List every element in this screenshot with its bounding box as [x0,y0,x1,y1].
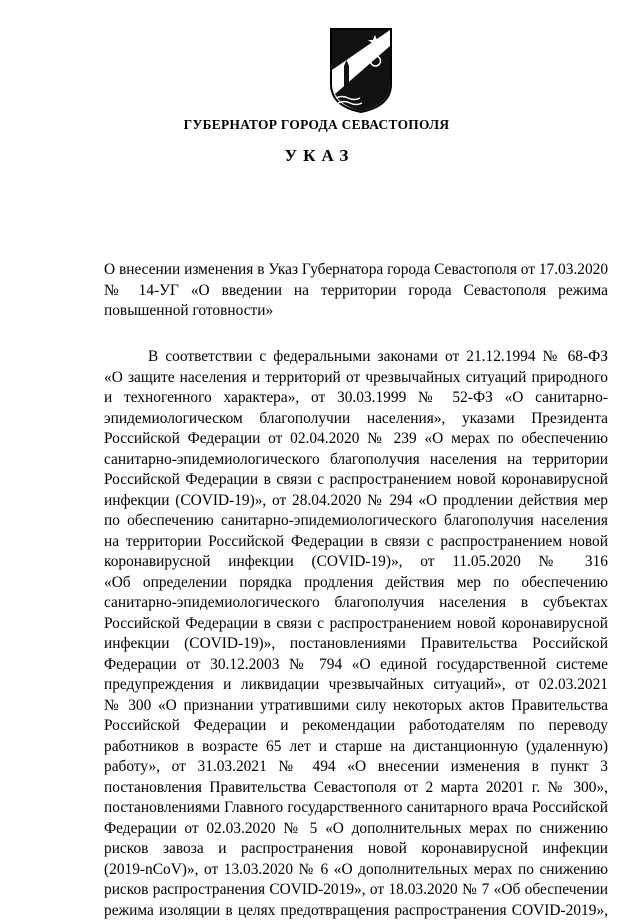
body-line: рисков завоза и распространения новой коронавирусной инфекции [104,839,608,860]
body-line: эпидемиологическом благополучии населения», указами Президента [104,409,608,430]
body-line: Российской Федерации от 02.04.2020 № 239 «О мерах по обеспечению [104,429,608,450]
decree-subject [104,260,608,322]
body-line: Федерации от 30.12.2003 № 794 «О единой государственной системе [104,655,608,676]
body-line: по обеспечению санитарно-эпидемиологического благополучия населения [104,511,608,532]
subject-line: повышенной готовности» [104,301,608,322]
body-line: рисков распространения COVID-2019», от 18.03.2020 № 7 «Об обеспечении [104,880,608,901]
body-line: постановлениями Главного государственного санитарного врача Российской [104,798,608,819]
document-type-title: УКАЗ [0,146,633,166]
body-line: Российской Федерации и рекомендации работодателям по переводу [104,716,608,737]
subject-line: О внесении изменения в Указ Губернатора города Севастополя от 17.03.2020 [104,260,608,281]
body-line: Российской Федерации в связи с распространением новой коронавирусной [104,470,608,491]
body-line: «Об определении порядка продления действия мер по обеспечению [104,573,608,594]
body-line: коронавирусной инфекции (COVID-19)», от 11.05.2020 № 316 [104,552,608,573]
body-line: санитарно-эпидемиологического благополучия населения в субъектах [104,593,608,614]
subject-line: № 14-УГ «О введении на территории города Севастополя режима [104,281,608,302]
issuing-authority: ГУБЕРНАТОР ГОРОДА СЕВАСТОПОЛЯ [0,117,633,133]
body-line: инфекции (COVID-19)», постановлениями Правительства Российской [104,634,608,655]
body-line: режима изоляции в целях предотвращения распространения COVID-2019», [104,901,608,921]
body-line: Федерации от 02.03.2020 № 5 «О дополнительных мерах по снижению [104,819,608,840]
decree-preamble [104,347,608,921]
body-line: инфекции (COVID-19)», от 28.04.2020 № 294 «О продлении действия мер [104,491,608,512]
body-line: предупреждения и ликвидации чрезвычайных ситуаций», от 02.03.2021 [104,675,608,696]
body-line: на территории Российской Федерации в связи с распространением новой [104,532,608,553]
body-line: санитарно-эпидемиологического благополучия населения на территории [104,450,608,471]
body-line: (2019-nCoV)», от 13.03.2020 № 6 «О дополнительных мерах по снижению [104,860,608,881]
sevastopol-coat-of-arms-icon [328,26,394,114]
body-line: № 300 «О признании утратившими силу некоторых актов Правительства [104,696,608,717]
body-line: постановления Правительства Севастополя от 2 марта 20201 г. № 300», [104,778,608,799]
body-line: и техногенного характера», от 30.03.1999 № 52-ФЗ «О санитарно- [104,388,608,409]
body-line: Российской Федерации в связи с распространением новой коронавирусной [104,614,608,635]
body-line: работников в возрасте 65 лет и старше на дистанционную (удаленную) [104,737,608,758]
body-line: «О защите населения и территорий от чрезвычайных ситуаций природного [104,368,608,389]
body-line: работу», от 31.03.2021 № 494 «О внесении изменения в пункт 3 [104,757,608,778]
body-line: В соответствии с федеральными законами от 21.12.1994 № 68-ФЗ [104,347,608,368]
